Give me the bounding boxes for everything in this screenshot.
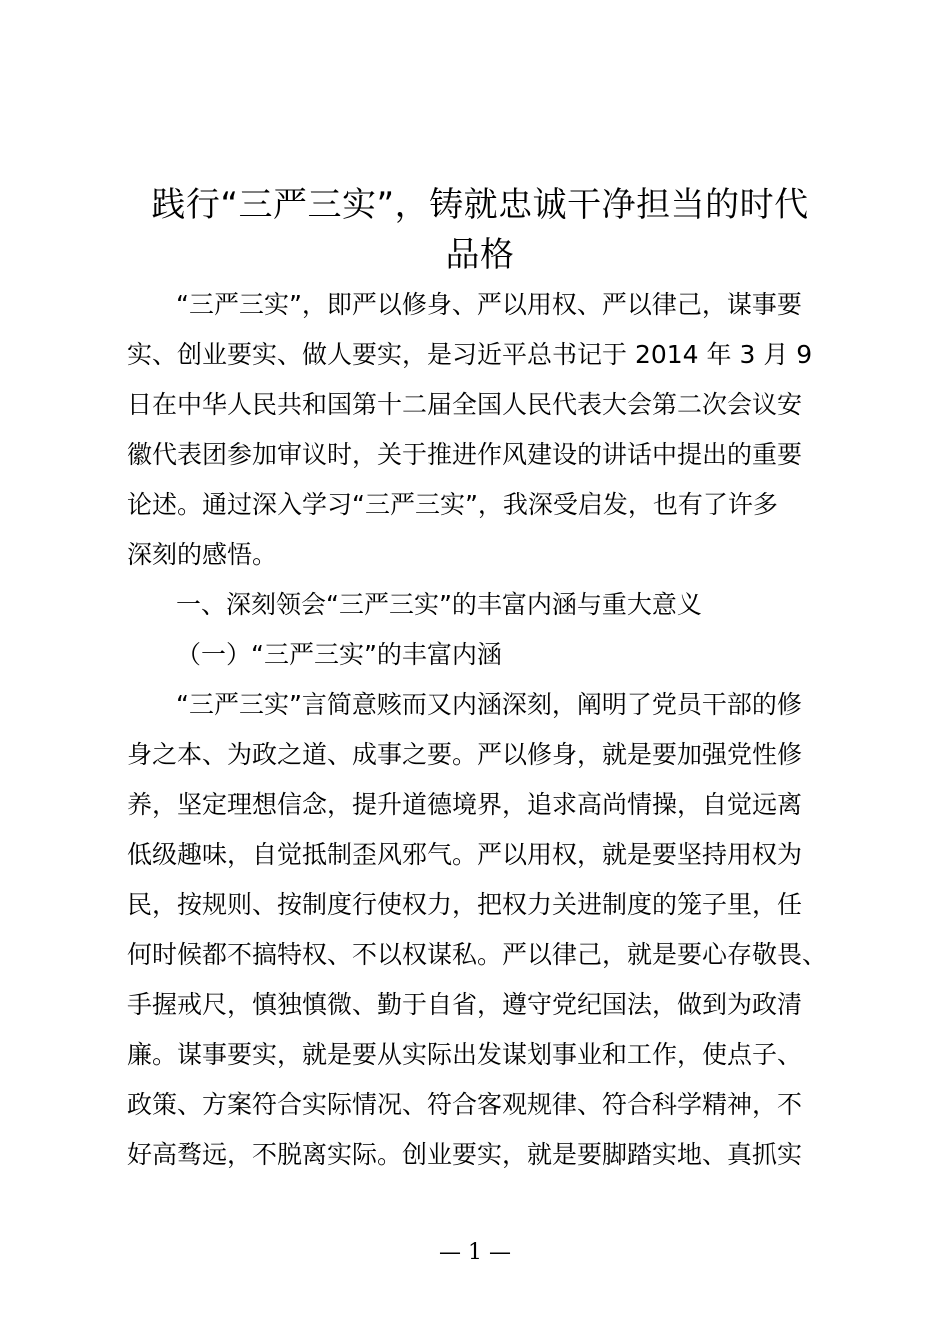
body-line-16: 好高骛远，不脱离实际。创业要实，就是要脚踏实地、真抓实	[127, 1140, 803, 1169]
body-line-1: “三严三实”，即严以修身、严以用权、严以律己，谋事要	[176, 290, 802, 319]
body-line-9: 养，坚定理想信念，提升道德境界，追求高尚情操，自觉远离	[127, 790, 803, 819]
body-line-6: 深刻的感悟。	[127, 540, 278, 569]
body-line-3: 日在中华人民共和国第十二届全国人民代表大会第二次会议安	[127, 390, 803, 419]
body-line-10: 低级趣味，自觉抵制歪风邪气。严以用权，就是要坚持用权为	[127, 840, 803, 869]
body-line-8: 身之本、为政之道、成事之要。严以修身，就是要加强党性修	[127, 740, 803, 769]
body-line-13: 手握戒尺，慎独慎微、勤于自省，遵守党纪国法，做到为政清	[127, 990, 803, 1019]
body-line-2: 实、创业要实、做人要实，是习近平总书记于 2014 年 3 月 9	[127, 340, 813, 369]
document-title-line-1: 践行“三严三实”，铸就忠诚干净担当的时代	[151, 185, 809, 225]
body-line-11: 民，按规则、按制度行使权力，把权力关进制度的笼子里，任	[127, 890, 803, 919]
body-line-15: 政策、方案符合实际情况、符合客观规律、符合科学精神，不	[127, 1090, 803, 1119]
document-title-line-2: 品格	[445, 235, 515, 275]
body-line-4: 徽代表团参加审议时，关于推进作风建设的讲话中提出的重要	[127, 440, 803, 469]
subsection-heading-1: （一）“三严三实”的丰富内涵	[176, 640, 502, 669]
section-heading-1: 一、深刻领会“三严三实”的丰富内涵与重大意义	[176, 590, 702, 619]
page-number: — 1 —	[439, 1240, 511, 1265]
body-line-14: 廉。谋事要实，就是要从实际出发谋划事业和工作，使点子、	[127, 1040, 803, 1069]
body-line-7: “三严三实”言简意赅而又内涵深刻，阐明了党员干部的修	[176, 690, 802, 719]
body-line-12: 何时候都不搞特权、不以权谋私。严以律己，就是要心存敬畏、	[127, 940, 828, 969]
body-line-5: 论述。通过深入学习“三严三实”，我深受启发，也有了许多	[127, 490, 778, 519]
